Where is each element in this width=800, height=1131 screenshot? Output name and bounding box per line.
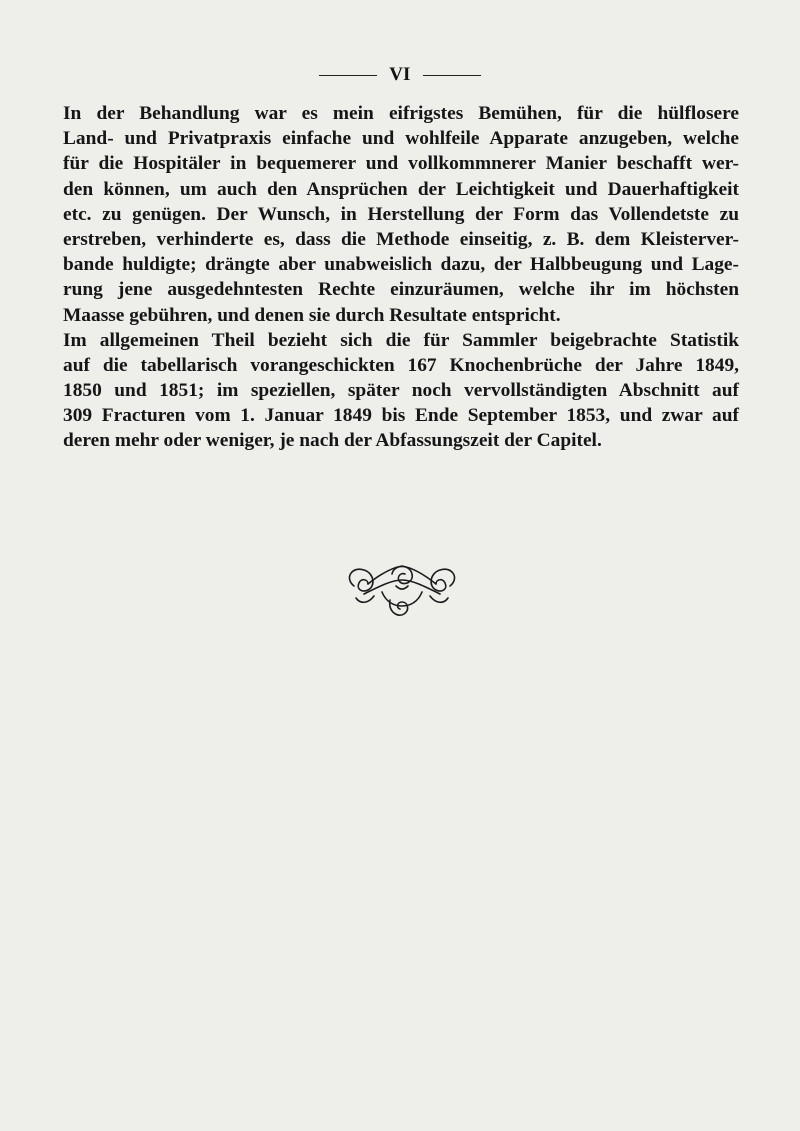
body-text	[63, 101, 739, 454]
text-line: erstreben, verhinderte es, dass die Methode einseitig, z. B. dem Kleisterver-	[63, 228, 739, 250]
text-line: 309 Fracturen vom 1. Januar 1849 bis Ende September 1853, und zwar auf	[63, 405, 739, 427]
header-rule-left	[319, 75, 377, 76]
text-line: Im allgemeinen Theil bezieht sich die für Sammler beigebrachte Statistik	[63, 329, 739, 351]
text-line: Land- und Privatpraxis einfache und wohlfeile Apparate anzugeben, welche	[63, 128, 739, 150]
text-line: In der Behandlung war es mein eifrigstes Bemühen, für die hülflosere	[63, 103, 739, 124]
text-line: auf die tabellarisch vorangeschickten 167 Knochenbrüche der Jahre 1849,	[63, 354, 739, 376]
text-line: den können, um auch den Ansprüchen der Leichtigkeit und Dauerhaftigkeit	[63, 178, 739, 200]
text-line: rung jene ausgedehntesten Rechte einzuräumen, welche ihr im höchsten	[63, 279, 739, 301]
page-header	[0, 64, 800, 86]
header-rule-right	[423, 75, 481, 76]
paragraph-1	[63, 101, 739, 328]
decorative-vignette-icon	[334, 556, 470, 624]
page-number: VI	[389, 64, 411, 85]
text-line: Maasse gebühren, und denen sie durch Resultate entspricht.	[63, 304, 561, 326]
text-line: für die Hospitäler in bequemerer und vollkommnerer Manier beschafft wer-	[63, 153, 739, 175]
paragraph-2	[63, 328, 739, 454]
text-line: etc. zu genügen. Der Wunsch, in Herstellung der Form das Vollendetste zu	[63, 203, 739, 225]
text-line: bande huldigte; drängte aber unabweislich dazu, der Halbbeugung und Lage-	[63, 254, 739, 276]
text-line: 1850 und 1851; im speziellen, später noch vervollständigten Abschnitt auf	[63, 380, 739, 402]
text-line: deren mehr oder weniger, je nach der Abfassungszeit der Capitel.	[63, 430, 602, 452]
